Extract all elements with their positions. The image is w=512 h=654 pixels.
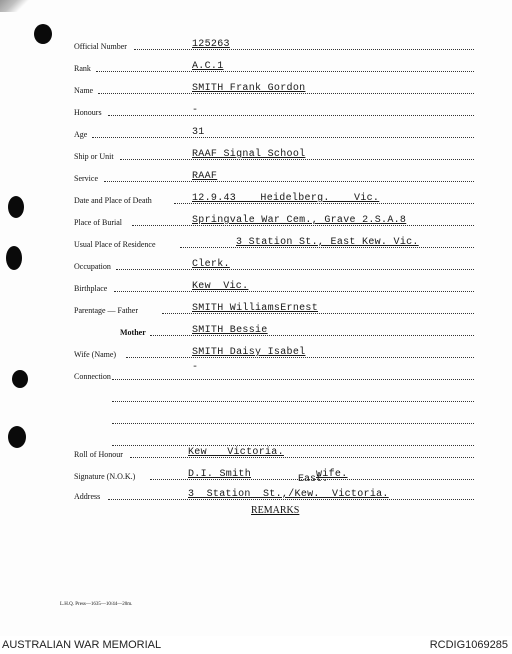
occupation-value: Clerk.	[192, 259, 230, 270]
field-label: Official Number	[74, 42, 127, 51]
footer-reference: RCDIG1069285	[429, 639, 508, 651]
name-value: SMITH Frank Gordon	[192, 83, 306, 94]
punch-hole	[34, 24, 52, 44]
field-label: Age	[74, 130, 88, 139]
name-row	[74, 82, 474, 96]
official-number-row	[74, 38, 474, 52]
field-label: Signature (N.O.K.)	[74, 472, 136, 481]
field-label: Address	[74, 492, 101, 501]
father-row	[74, 302, 474, 316]
connection-line	[112, 412, 474, 426]
honours-value: -	[192, 105, 199, 116]
dotted-line	[112, 379, 474, 380]
dotted-line	[112, 423, 474, 424]
birthplace-value: Kew Vic.	[192, 281, 249, 292]
occupation-row	[74, 258, 474, 272]
dotted-line	[130, 457, 474, 458]
field-label: Connection	[74, 372, 111, 381]
wife-value: SMITH Daisy Isabel	[192, 347, 306, 358]
ship-unit-value: RAAF Signal School	[192, 149, 306, 160]
field-label: Service	[74, 174, 98, 183]
dotted-line	[108, 115, 474, 116]
signature-row	[74, 468, 474, 482]
punch-hole	[8, 426, 26, 448]
residence-row	[74, 236, 474, 250]
field-label: Occupation	[74, 262, 111, 271]
age-value: 31	[192, 127, 205, 138]
footer-institution: AUSTRALIAN WAR MEMORIAL	[2, 639, 162, 651]
field-label: Rank	[74, 64, 91, 73]
ship-unit-row	[74, 148, 474, 162]
dotted-line	[92, 137, 474, 138]
address-row	[74, 488, 474, 502]
burial-value: Springvale War Cem., Grave 2.S.A.8	[192, 215, 407, 226]
honours-row	[74, 104, 474, 118]
field-label: Date and Place of Death	[74, 196, 152, 205]
field-label: Name	[74, 86, 94, 95]
field-label: Mother	[120, 328, 146, 337]
service-value: RAAF	[192, 171, 218, 182]
age-row	[74, 126, 474, 140]
field-label: Place of Burial	[74, 218, 122, 227]
field-label: Wife (Name)	[74, 350, 117, 359]
field-label: Birthplace	[74, 284, 108, 293]
roll-of-honour-value: Kew Victoria.	[188, 447, 284, 458]
death-row	[74, 192, 474, 206]
field-label: Parentage — Father	[74, 306, 138, 315]
rank-value: A.C.1	[192, 61, 224, 72]
connection-value: -	[192, 362, 199, 373]
father-value: SMITH WilliamsErnest	[192, 303, 319, 314]
dotted-line	[116, 269, 474, 270]
connection-row	[74, 362, 474, 382]
mother-value: SMITH Bessie	[192, 325, 268, 336]
mother-row	[74, 324, 474, 338]
field-label: Ship or Unit	[74, 152, 114, 161]
field-label: Honours	[74, 108, 102, 117]
field-label: Roll of Honour	[74, 450, 123, 459]
connection-line	[112, 390, 474, 404]
signature-value: D.I. Smith	[188, 469, 252, 480]
dotted-line	[104, 181, 474, 182]
dotted-line	[114, 291, 474, 292]
archive-footer	[0, 636, 512, 654]
dotted-line	[96, 71, 474, 72]
printer-note: L.H.Q. Press—1635—10/44—20m.	[60, 602, 133, 607]
service-row	[74, 170, 474, 184]
punch-hole	[8, 196, 24, 218]
residence-value: 3 Station St., East Kew. Vic.	[236, 237, 419, 248]
burial-row	[74, 214, 474, 228]
punch-hole	[12, 370, 28, 388]
dotted-line	[134, 49, 474, 50]
torn-corner	[0, 0, 30, 12]
remarks-heading: REMARKS	[251, 505, 300, 516]
dotted-line	[112, 401, 474, 402]
address-insert: East.	[298, 474, 329, 485]
address-value: 3 Station St.,/Kew. Victoria.	[188, 489, 389, 500]
official-number-value: 125263	[192, 39, 230, 50]
punch-hole	[6, 246, 22, 270]
wife-row	[74, 346, 474, 360]
signature-relation: wife.	[316, 469, 348, 480]
field-label: Usual Place of Residence	[74, 240, 156, 249]
rank-row	[74, 60, 474, 74]
death-value: 12.9.43 Heidelberg. Vic.	[192, 193, 380, 204]
birthplace-row	[74, 280, 474, 294]
roll-of-honour-row	[74, 446, 474, 460]
